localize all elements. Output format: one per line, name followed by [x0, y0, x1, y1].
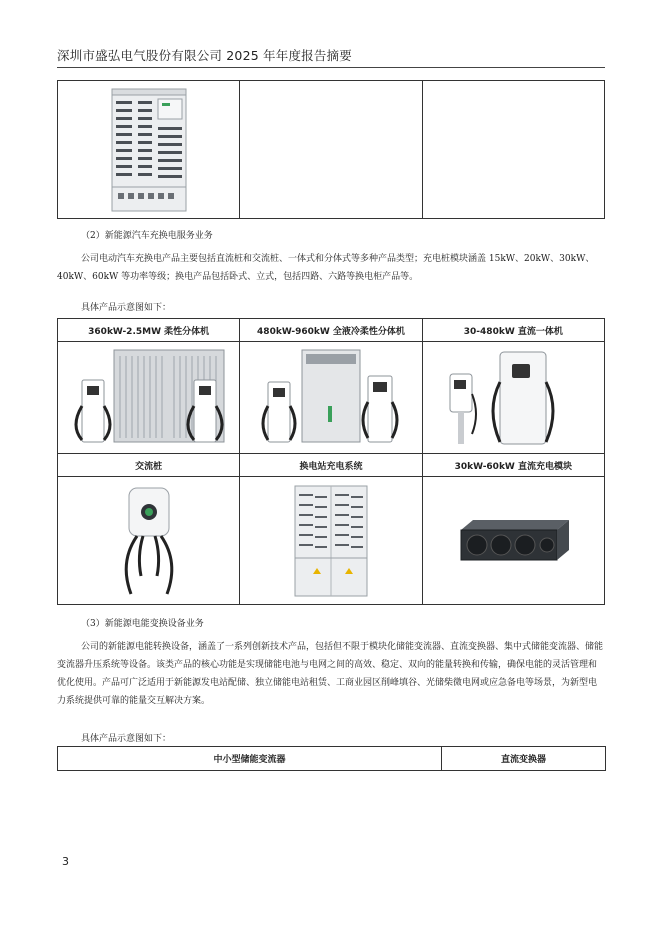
product-name: 30kW-60kW 直流充电模块 — [422, 454, 604, 477]
converter-products-table — [57, 746, 606, 771]
section-3-title: （3）新能源电能变换设备业务 — [81, 619, 204, 629]
empty-cell — [422, 81, 604, 219]
battery-swap-system-image — [291, 482, 371, 600]
empty-cell — [240, 81, 422, 219]
split-charger-image — [64, 346, 234, 450]
report-header: 深圳市盛弘电气股份有限公司 2025 年年度报告摘要 — [57, 48, 352, 63]
header-rule — [57, 67, 605, 68]
product-image-cell — [58, 477, 240, 605]
product-image-cell — [240, 477, 422, 605]
dc-integrated-charger-image — [438, 346, 588, 450]
section-3-paragraph: 公司的新能源电能转换设备，涵盖了一系列创新技术产品，包括但不限于模块化储能变流器、直流变换器、集中式储能变流器、储能变流器升压系统等设备。该类产品的核心功能是实现储能电池与电网之间的高效、稳定、双向的能量转换和传输，确保电能的灵活管理和优化使用。产品可广泛适用于新能源发电站配储、独立储能电站租赁、工商业园区削峰填谷、光储柴微电网或应急备电等场景，为新型电力系统提供可靠的能量交互解决方案。 — [57, 642, 604, 706]
section-2-paragraph: 公司电动汽车充换电产品主要包括直流桩和交流桩、一体式和分体式等多种产品类型；充电桩模块涵盖 15kW、20kW、30kW、40kW、60kW 等功率等级；换电产品包括卧式、立式，包括四路、六路等换电柜产品等。 — [57, 254, 595, 282]
ac-charger-image — [109, 482, 189, 600]
product-name: 直流变换器 — [442, 747, 606, 771]
top-continuation-table — [57, 80, 605, 219]
section-3-intro: 具体产品示意图如下： — [81, 734, 172, 744]
product-name: 换电站充电系统 — [240, 454, 422, 477]
page-number: 3 — [62, 855, 69, 868]
product-name: 交流桩 — [58, 454, 240, 477]
product-image-cell — [58, 342, 240, 454]
section-2-intro: 具体产品示意图如下： — [81, 303, 172, 313]
section-2-title: （2）新能源汽车充换电服务业务 — [81, 231, 213, 241]
product-image-cell — [422, 342, 604, 454]
liquid-cooled-charger-image — [256, 346, 406, 450]
energy-storage-cabinet-image — [110, 87, 188, 213]
product-name: 30-480kW 直流一体机 — [422, 319, 604, 342]
product-name: 480kW-960kW 全液冷柔性分体机 — [240, 319, 422, 342]
product-image-cell — [422, 477, 604, 605]
cabinet-image-cell — [58, 81, 240, 219]
dc-charging-module-image — [453, 516, 573, 566]
product-image-cell — [240, 342, 422, 454]
ev-products-table — [57, 318, 605, 605]
product-name: 360kW-2.5MW 柔性分体机 — [58, 319, 240, 342]
product-name: 中小型储能变流器 — [58, 747, 442, 771]
